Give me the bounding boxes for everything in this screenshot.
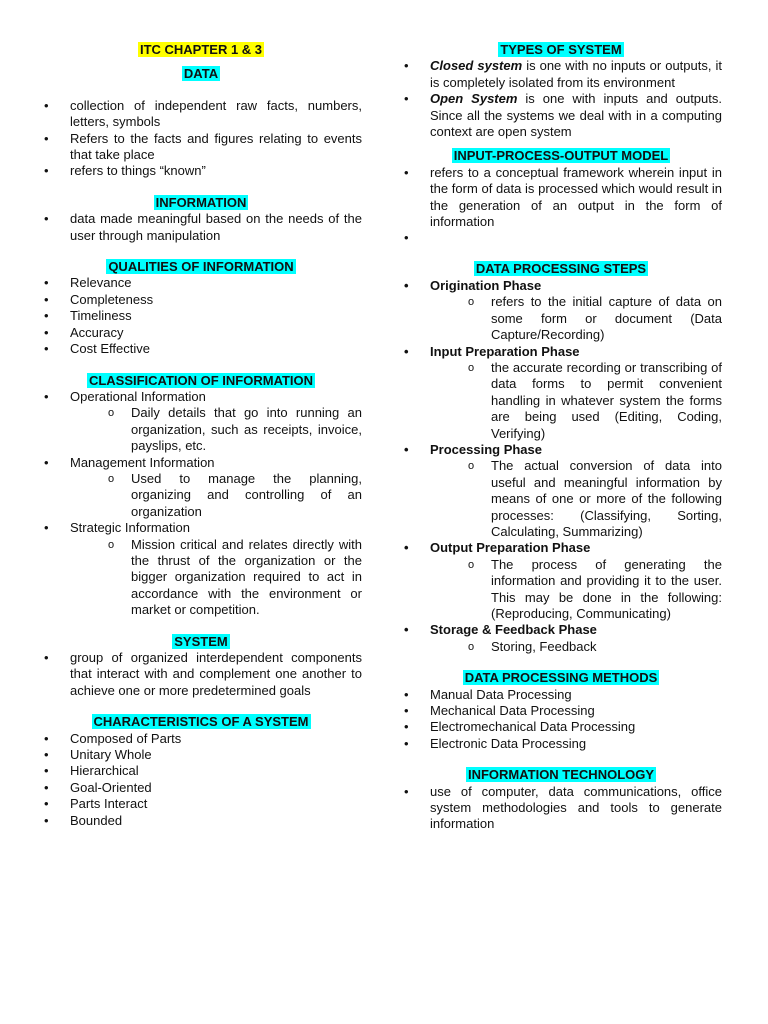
list-item: • refers to things “known”: [40, 163, 362, 179]
list-item: • Processing Phase: [400, 442, 722, 458]
list-item: • Hierarchical: [40, 763, 362, 779]
list-item: • Completeness: [40, 292, 362, 308]
left-column: [40, 42, 362, 829]
list-item: • Operational Information: [40, 389, 362, 405]
sub-list-item: o The process of generating the information and providing it to the user. This may be done in the following: (Reproducing, Communicating): [400, 557, 722, 623]
heading-data: DATA: [183, 66, 219, 82]
steps-list: [400, 278, 722, 655]
list-item: • Strategic Information: [40, 520, 362, 536]
list-item: • Parts Interact: [40, 796, 362, 812]
list-item: • Relevance: [40, 275, 362, 291]
sub-list-item: o the accurate recording or transcribing of data forms to permit convenient handling in whatever system the forms are being used (Editing, Coding, Verifying): [400, 360, 722, 442]
empty-list-item: [400, 230, 722, 246]
sub-list-item: o Storing, Feedback: [400, 639, 722, 655]
heading-processing-methods: DATA PROCESSING METHODS: [464, 670, 658, 686]
heading-information-technology: INFORMATION TECHNOLOGY: [467, 767, 655, 783]
heading-system: SYSTEM: [174, 633, 228, 649]
characteristics-list: [40, 731, 362, 829]
list-item: • Input Preparation Phase: [400, 344, 722, 360]
list-item: • Manual Data Processing: [400, 687, 722, 703]
open-system-term: Open System: [430, 91, 518, 107]
types-list: [400, 58, 722, 140]
qualities-list: [40, 275, 362, 357]
heading-ipo-model: INPUT-PROCESS-OUTPUT MODEL: [453, 148, 669, 164]
list-item: • collection of independent raw facts, numbers, letters, symbols: [40, 98, 362, 131]
sub-list-item: o The actual conversion of data into useful and meaningful information by means of one or more of the following processes: (Classifying, Sorting, Calculating, Summarizing): [400, 458, 722, 540]
data-list: [40, 98, 362, 180]
heading-processing-steps: DATA PROCESSING STEPS: [475, 261, 647, 277]
classification-list: [40, 389, 362, 619]
list-item: • Goal-Oriented: [40, 780, 362, 796]
list-item: • refers to a conceptual framework wherein input in the form of data is processed which would result in the generation of an output in the form of information: [400, 165, 722, 231]
system-list: [40, 650, 362, 699]
list-item: • Closed system is one with no inputs or outputs, it is completely isolated from its environment: [400, 58, 722, 91]
list-item: • Electromechanical Data Processing: [400, 719, 722, 735]
list-item: • Management Information: [40, 455, 362, 471]
sub-list-item: o refers to the initial capture of data on some form or document (Data Capture/Recording): [400, 294, 722, 343]
it-list: [400, 784, 722, 833]
heading-characteristics: CHARACTERISTICS OF A SYSTEM: [93, 714, 309, 730]
methods-list: [400, 687, 722, 753]
heading-classification: CLASSIFICATION OF INFORMATION: [88, 372, 314, 388]
list-item: • Storage & Feedback Phase: [400, 622, 722, 638]
list-item: • Origination Phase: [400, 278, 722, 294]
list-item: • Unitary Whole: [40, 747, 362, 763]
list-item: • Timeliness: [40, 308, 362, 324]
list-item: • data made meaningful based on the needs of the user through manipulation: [40, 211, 362, 244]
heading-types-of-system: TYPES OF SYSTEM: [500, 42, 622, 57]
document-title: ITC CHAPTER 1 & 3: [139, 42, 263, 57]
list-item: • Cost Effective: [40, 341, 362, 357]
heading-qualities: QUALITIES OF INFORMATION: [108, 259, 294, 275]
sub-list-item: o Mission critical and relates directly with the thrust of the organization or the bigger organization required to act in accordance with the environment or market or competition.: [40, 537, 362, 619]
closed-system-term: Closed system: [430, 58, 523, 74]
ipo-list: [400, 165, 722, 247]
list-item: • Composed of Parts: [40, 731, 362, 747]
list-item: • Accuracy: [40, 325, 362, 341]
right-column: [400, 42, 722, 833]
list-item: • group of organized interdependent components that interact with and complement one another to achieve one or more predetermined goals: [40, 650, 362, 699]
list-item: • Electronic Data Processing: [400, 736, 722, 752]
sub-list-item: o Daily details that go into running an organization, such as receipts, invoice, payslips, etc.: [40, 405, 362, 454]
information-list: [40, 211, 362, 244]
list-item: • Bounded: [40, 813, 362, 829]
sub-list-item: o Used to manage the planning, organizing and controlling of an organization: [40, 471, 362, 520]
heading-information: INFORMATION: [155, 194, 247, 210]
list-item: • Output Preparation Phase: [400, 540, 722, 556]
list-item: • Refers to the facts and figures relating to events that take place: [40, 131, 362, 164]
list-item: • Open System is one with inputs and outputs. Since all the systems we deal with in a computing context are open system: [400, 91, 722, 140]
list-item: • use of computer, data communications, office system methodologies and tools to generate information: [400, 784, 722, 833]
list-item: • Mechanical Data Processing: [400, 703, 722, 719]
